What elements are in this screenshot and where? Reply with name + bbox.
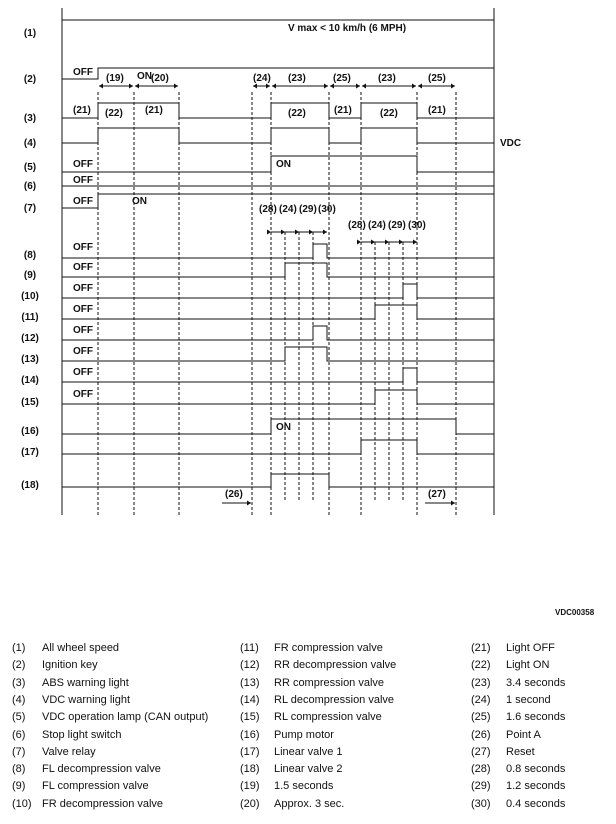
arrow-head bbox=[272, 84, 276, 89]
arrow-head bbox=[129, 84, 133, 89]
legend-number: (20) bbox=[240, 797, 260, 810]
legend-text: 1.2 seconds bbox=[506, 780, 566, 793]
arrow-head bbox=[253, 84, 257, 89]
legend-text: 1 second bbox=[506, 693, 551, 706]
legend-text: 1.6 seconds bbox=[506, 711, 566, 724]
arrow-head bbox=[135, 84, 139, 89]
interval-label: (28) bbox=[348, 220, 366, 231]
interval-label: (24) bbox=[253, 73, 271, 84]
fr-compression-valve-trace bbox=[62, 305, 494, 319]
legend-number: (16) bbox=[240, 728, 260, 741]
on-label: ON bbox=[276, 159, 291, 170]
row-number: (17) bbox=[21, 447, 39, 458]
interval-label: (20) bbox=[151, 73, 169, 84]
interval-label: (24) bbox=[368, 220, 386, 231]
arrow-head bbox=[451, 501, 455, 506]
legend-number: (24) bbox=[471, 693, 491, 706]
rr-decompression-valve-trace bbox=[62, 326, 494, 340]
off-label: OFF bbox=[73, 242, 93, 253]
arrow-head bbox=[371, 240, 375, 245]
legend-text: Light ON bbox=[506, 659, 550, 672]
rl-compression-valve-trace bbox=[62, 390, 494, 404]
legend-text: ABS warning light bbox=[42, 676, 129, 689]
document-id: VDC00358 bbox=[555, 608, 595, 617]
row-number: (11) bbox=[21, 312, 39, 323]
legend-text: FL compression valve bbox=[42, 780, 149, 793]
interval-label: (30) bbox=[408, 220, 426, 231]
legend-text: RL decompression valve bbox=[274, 693, 395, 706]
arrow-head bbox=[356, 84, 360, 89]
arrow-head bbox=[362, 84, 366, 89]
legend-text: 0.4 seconds bbox=[506, 797, 566, 810]
legend-number: (18) bbox=[240, 763, 260, 776]
interval-label: (21) bbox=[334, 105, 352, 116]
valve-relay-trace bbox=[62, 194, 494, 208]
arrow-head bbox=[174, 84, 178, 89]
row-number: (10) bbox=[21, 291, 39, 302]
row-number: (6) bbox=[23, 181, 37, 192]
legend-number: (2) bbox=[12, 659, 26, 672]
row-number: (9) bbox=[23, 270, 37, 281]
legend-number: (9) bbox=[12, 780, 26, 793]
legend-text: RR decompression valve bbox=[274, 659, 397, 672]
vdc-label: VDC bbox=[500, 138, 522, 149]
interval-label: (21) bbox=[145, 105, 163, 116]
chart-title: V max < 10 km/h (6 MPH) bbox=[287, 23, 407, 34]
legend-text: Reset bbox=[506, 745, 535, 758]
legend-number: (11) bbox=[240, 642, 259, 654]
interval-label: (29) bbox=[388, 220, 406, 231]
interval-label: (25) bbox=[333, 73, 351, 84]
legend-text: Ignition key bbox=[42, 659, 98, 672]
legend-number: (15) bbox=[240, 711, 260, 724]
arrow-head bbox=[399, 240, 403, 245]
legend-number: (6) bbox=[12, 728, 26, 741]
interval-label: (24) bbox=[279, 204, 297, 215]
row-number: (8) bbox=[23, 250, 37, 261]
legend-text: Point A bbox=[506, 728, 541, 741]
interval-label: (23) bbox=[288, 73, 306, 84]
off-label: OFF bbox=[73, 283, 93, 294]
legend-number: (23) bbox=[471, 676, 491, 689]
off-label: OFF bbox=[73, 262, 93, 273]
rr-compression-valve-trace bbox=[62, 347, 494, 361]
legend-number: (12) bbox=[240, 659, 260, 672]
linear-valve-2-trace bbox=[62, 474, 494, 487]
off-label: OFF bbox=[73, 67, 93, 78]
row-number: (16) bbox=[21, 426, 39, 437]
fl-compression-valve-trace bbox=[62, 263, 494, 277]
arrow-head bbox=[266, 84, 270, 89]
row-number: (3) bbox=[23, 113, 37, 124]
off-label: OFF bbox=[73, 367, 93, 378]
legend-text: Linear valve 1 bbox=[274, 745, 343, 758]
off-label: OFF bbox=[73, 159, 93, 170]
arrow-head bbox=[281, 230, 285, 235]
row-number: (4) bbox=[23, 138, 37, 149]
legend-text: Light OFF bbox=[506, 642, 555, 654]
legend-number: (5) bbox=[12, 711, 26, 724]
rl-decompression-valve-trace bbox=[62, 368, 494, 382]
legend-number: (25) bbox=[471, 711, 491, 724]
legend-text: VDC operation lamp (CAN output) bbox=[42, 711, 209, 724]
legend-number: (4) bbox=[12, 693, 26, 706]
legend-text: FR compression valve bbox=[274, 642, 383, 654]
legend-text: 1.5 seconds bbox=[274, 780, 334, 793]
interval-label: (29) bbox=[299, 204, 317, 215]
legend-number: (26) bbox=[471, 728, 491, 741]
legend-text: Valve relay bbox=[42, 745, 96, 758]
legend-text: FL decompression valve bbox=[42, 763, 161, 776]
row-number: (1) bbox=[23, 28, 37, 39]
legend-text: RR compression valve bbox=[274, 676, 385, 689]
linear-valve-1-trace bbox=[62, 440, 494, 454]
arrow-head bbox=[330, 84, 334, 89]
legend-number: (27) bbox=[471, 745, 491, 758]
arrow-head bbox=[323, 230, 327, 235]
on-label: ON bbox=[137, 71, 152, 82]
arrow-head bbox=[418, 84, 422, 89]
legend bbox=[0, 642, 616, 822]
legend-number: (13) bbox=[240, 676, 260, 689]
row-number: (12) bbox=[21, 333, 39, 344]
fl-decompression-valve-trace bbox=[62, 244, 494, 258]
legend-text: VDC warning light bbox=[42, 693, 131, 706]
arrow-head bbox=[385, 240, 389, 245]
off-label: OFF bbox=[73, 325, 93, 336]
off-label: OFF bbox=[73, 175, 93, 186]
arrow-head bbox=[99, 84, 103, 89]
arrow-head bbox=[451, 84, 455, 89]
interval-label: (28) bbox=[259, 204, 277, 215]
interval-label: (26) bbox=[225, 489, 243, 500]
interval-label: (22) bbox=[288, 108, 306, 119]
row-number: (15) bbox=[21, 397, 39, 408]
row-number: (5) bbox=[23, 162, 37, 173]
interval-label: (19) bbox=[106, 73, 124, 84]
legend-number: (10) bbox=[12, 797, 32, 810]
legend-text: Pump motor bbox=[274, 728, 334, 741]
legend-number: (7) bbox=[12, 745, 26, 758]
legend-text: FR decompression valve bbox=[42, 797, 164, 810]
row-number: (2) bbox=[23, 74, 37, 85]
legend-number: (29) bbox=[471, 780, 491, 793]
legend-text: RL compression valve bbox=[274, 711, 382, 724]
row-number: (13) bbox=[21, 354, 39, 365]
legend-number: (22) bbox=[471, 659, 491, 672]
interval-label: (22) bbox=[105, 108, 123, 119]
legend-text: Approx. 3 sec. bbox=[274, 797, 345, 810]
legend-text: 3.4 seconds bbox=[506, 676, 566, 689]
arrow-head bbox=[267, 230, 271, 235]
legend-text: Linear valve 2 bbox=[274, 763, 343, 776]
arrow-head bbox=[412, 84, 416, 89]
legend-text: Stop light switch bbox=[42, 728, 122, 741]
legend-number: (14) bbox=[240, 693, 260, 706]
arrow-head bbox=[413, 240, 417, 245]
legend-number: (21) bbox=[471, 642, 491, 654]
row-number: (18) bbox=[21, 480, 39, 491]
legend-number: (28) bbox=[471, 763, 491, 776]
legend-number: (17) bbox=[240, 745, 260, 758]
interval-label: (30) bbox=[318, 204, 336, 215]
arrow-head bbox=[357, 240, 361, 245]
legend-number: (30) bbox=[471, 797, 491, 810]
arrow-head bbox=[295, 230, 299, 235]
off-label: OFF bbox=[73, 304, 93, 315]
off-label: OFF bbox=[73, 389, 93, 400]
interval-label: (21) bbox=[428, 105, 446, 116]
off-label: OFF bbox=[73, 196, 93, 207]
on-label: ON bbox=[132, 196, 147, 207]
arrow-head bbox=[247, 501, 251, 506]
legend-number: (1) bbox=[12, 642, 26, 654]
interval-label: (27) bbox=[428, 489, 446, 500]
on-label: ON bbox=[276, 422, 291, 433]
fr-decompression-valve-trace bbox=[62, 284, 494, 298]
off-label: OFF bbox=[73, 346, 93, 357]
interval-label: (23) bbox=[378, 73, 396, 84]
arrow-head bbox=[324, 84, 328, 89]
vdc-warning-light-trace bbox=[62, 128, 494, 143]
arrow-head bbox=[309, 230, 313, 235]
legend-text: All wheel speed bbox=[42, 642, 120, 654]
legend-number: (8) bbox=[12, 763, 26, 776]
legend-text: 0.8 seconds bbox=[506, 763, 566, 776]
row-number: (7) bbox=[23, 203, 37, 214]
legend-number: (3) bbox=[12, 676, 26, 689]
legend-number: (19) bbox=[240, 780, 260, 793]
interval-label: (25) bbox=[428, 73, 446, 84]
interval-label: (22) bbox=[380, 108, 398, 119]
interval-label: (21) bbox=[73, 105, 91, 116]
row-number: (14) bbox=[21, 375, 39, 386]
